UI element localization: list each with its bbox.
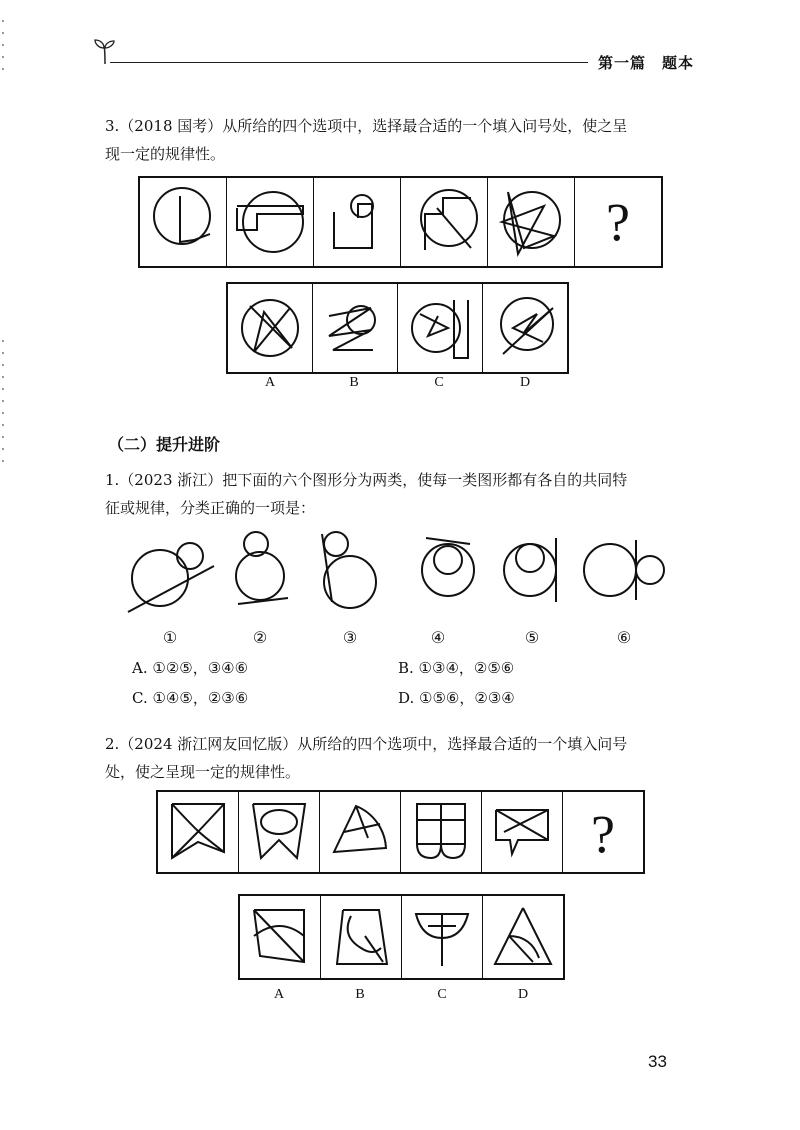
p2-line2: 处，使之呈现一定的规律性。 <box>105 763 301 781</box>
section-heading: （二）提升进阶 <box>108 435 221 454</box>
p2-line1: 2.（2024 浙江网友回忆版）从所给的四个选项中，选择最合适的一个填入问号 <box>105 735 628 753</box>
q3-question-row <box>138 176 663 268</box>
p2-figure-3 <box>320 792 401 872</box>
q3-figure-4 <box>401 178 488 266</box>
q3-option-d-figure <box>483 284 567 372</box>
question-mark: ? <box>606 192 630 252</box>
p2-options-row <box>238 894 565 980</box>
p1-figure-3 <box>322 532 376 608</box>
q3-option-b-label: B <box>349 375 359 390</box>
p1-figure-number-1: ① <box>162 628 178 647</box>
p1-figure-number-5: ⑤ <box>524 628 540 647</box>
p1-figure-number-4: ④ <box>430 628 446 647</box>
p1-figure-number-6: ⑥ <box>616 628 632 647</box>
q3-option-c-figure <box>398 284 483 372</box>
header-rule <box>110 62 588 63</box>
p1-figure-number-3: ③ <box>342 628 358 647</box>
p1-line2: 征或规律，分类正确的一项是： <box>105 499 316 517</box>
p1-line1: 1.（2023 浙江）把下面的六个图形分为两类，使每一类图形都有各自的共同特 <box>105 471 628 489</box>
p2-option-c-figure <box>402 896 483 978</box>
p1-figure-5 <box>504 538 556 602</box>
p2-text <box>105 730 705 786</box>
q3-figure-1 <box>140 178 227 266</box>
page-number: 33 <box>648 1052 667 1071</box>
p2-question-row <box>156 790 645 874</box>
q3-text <box>105 112 705 168</box>
p2-option-a-figure <box>240 896 321 978</box>
q3-line1: 3.（2018 国考）从所给的四个选项中，选择最合适的一个填入问号处，使之呈 <box>105 117 628 135</box>
question-mark: ? <box>591 804 615 864</box>
p1-option-d[interactable]: D. ①⑤⑥，②③④ <box>398 689 515 707</box>
p2-option-b-figure <box>321 896 402 978</box>
header-title: 第一篇 题本 <box>598 54 695 72</box>
p1-option-b[interactable]: B. ①③④，②⑤⑥ <box>398 659 515 677</box>
q3-figure-5 <box>488 178 575 266</box>
p2-option-a-label: A <box>273 987 285 1002</box>
p2-option-c-label: C <box>437 987 447 1002</box>
p1-option-c[interactable]: C. ①④⑤，②③⑥ <box>132 689 249 707</box>
q3-line2: 现一定的规律性。 <box>105 145 226 163</box>
p1-text <box>105 466 705 522</box>
q3-option-b-figure <box>313 284 398 372</box>
p1-figure-6 <box>584 540 664 600</box>
p2-figure-5 <box>482 792 563 872</box>
p2-option-b-label: B <box>355 987 365 1002</box>
q3-figure-3 <box>314 178 401 266</box>
q3-option-a-label: A <box>264 375 276 390</box>
p2-figure-2 <box>239 792 320 872</box>
p2-figure-question <box>563 792 643 872</box>
p2-option-d-label: D <box>517 987 529 1002</box>
p1-figure-2 <box>236 532 288 604</box>
margin-marks <box>2 20 4 80</box>
p1-figure-number-2: ② <box>252 628 268 647</box>
p2-figure-4 <box>401 792 482 872</box>
p1-figure-1 <box>128 543 214 612</box>
margin-marks <box>2 340 4 470</box>
q3-option-a-figure <box>228 284 313 372</box>
p1-option-a[interactable]: A. ①②⑤，③④⑥ <box>132 659 249 677</box>
q3-option-c-label: C <box>434 375 444 390</box>
p1-figures <box>110 526 690 626</box>
q3-options-row <box>226 282 569 374</box>
q3-option-d-label: D <box>519 375 531 390</box>
q3-figure-question <box>575 178 661 266</box>
q3-figure-2 <box>227 178 314 266</box>
p2-figure-1 <box>158 792 239 872</box>
p1-figure-4 <box>422 538 474 596</box>
p2-option-d-figure <box>483 896 563 978</box>
